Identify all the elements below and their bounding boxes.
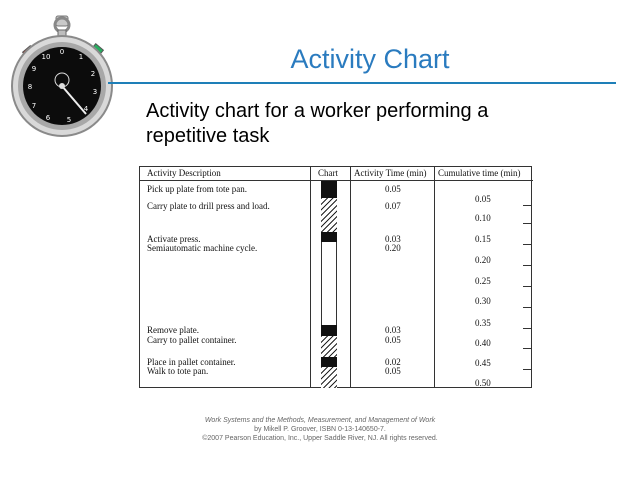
header-chart: Chart bbox=[318, 168, 338, 178]
cumulative-value: 0.50 bbox=[475, 378, 491, 388]
cumulative-tick bbox=[523, 244, 531, 245]
svg-text:6: 6 bbox=[45, 114, 51, 122]
svg-text:2: 2 bbox=[90, 70, 96, 78]
activity-time: 0.05 bbox=[385, 335, 401, 345]
cumulative-value: 0.25 bbox=[475, 276, 491, 286]
chart-segment-manual bbox=[321, 181, 337, 198]
svg-text:10: 10 bbox=[41, 53, 51, 61]
svg-text:4: 4 bbox=[83, 105, 89, 113]
cumulative-value: 0.45 bbox=[475, 358, 491, 368]
activity-description: Carry to pallet container. bbox=[147, 335, 237, 345]
activity-description: Semiautomatic machine cycle. bbox=[147, 243, 258, 253]
title-rule bbox=[108, 82, 616, 84]
slide-subtitle: Activity chart for a worker performing a repetitive task bbox=[146, 100, 489, 147]
svg-text:7: 7 bbox=[31, 102, 37, 110]
activity-description: Activate press. bbox=[147, 234, 201, 244]
activity-time: 0.07 bbox=[385, 201, 401, 211]
divider bbox=[434, 167, 435, 387]
activity-time: 0.03 bbox=[385, 234, 401, 244]
activity-description: Carry plate to drill press and load. bbox=[147, 201, 270, 211]
activity-time: 0.05 bbox=[385, 184, 401, 194]
chart-segment-manual bbox=[321, 232, 337, 242]
cumulative-value: 0.15 bbox=[475, 234, 491, 244]
header-time: Activity Time (min) bbox=[354, 168, 427, 178]
cumulative-tick bbox=[523, 369, 531, 370]
svg-text:5: 5 bbox=[66, 116, 72, 124]
chart-column bbox=[321, 181, 337, 388]
chart-segment-idle bbox=[321, 242, 337, 325]
svg-text:0: 0 bbox=[59, 48, 65, 56]
chart-segment-hatched bbox=[321, 367, 337, 388]
cumulative-value: 0.40 bbox=[475, 338, 491, 348]
cumulative-value: 0.20 bbox=[475, 255, 491, 265]
activity-time: 0.03 bbox=[385, 325, 401, 335]
activity-description: Pick up plate from tote pan. bbox=[147, 184, 247, 194]
cumulative-value: 0.05 bbox=[475, 194, 491, 204]
footer-author: by Mikell P. Groover, ISBN 0-13-140650-7. bbox=[254, 426, 386, 433]
chart-segment-manual bbox=[321, 325, 337, 336]
chart-segment-hatched bbox=[321, 198, 337, 232]
stopwatch-icon bbox=[6, 14, 116, 140]
divider bbox=[350, 167, 351, 387]
chart-segment-hatched bbox=[321, 336, 337, 357]
cumulative-tick bbox=[523, 286, 531, 287]
divider bbox=[310, 167, 311, 387]
activity-description: Walk to tote pan. bbox=[147, 366, 209, 376]
header-cumulative: Cumulative time (min) bbox=[438, 168, 521, 178]
cumulative-tick bbox=[523, 348, 531, 349]
cumulative-tick bbox=[523, 223, 531, 224]
svg-text:8: 8 bbox=[27, 83, 33, 91]
cumulative-tick bbox=[523, 205, 531, 206]
footer-copyright: ©2007 Pearson Education, Inc., Upper Saddle River, NJ. All rights reserved. bbox=[202, 435, 438, 442]
activity-description: Place in pallet container. bbox=[147, 357, 236, 367]
activity-chart-table bbox=[139, 166, 532, 388]
activity-time: 0.05 bbox=[385, 366, 401, 376]
activity-time: 0.20 bbox=[385, 243, 401, 253]
svg-text:1: 1 bbox=[78, 53, 84, 61]
activity-description: Remove plate. bbox=[147, 325, 199, 335]
citation-footer bbox=[170, 416, 470, 443]
slide-title: Activity Chart bbox=[290, 44, 450, 74]
activity-time: 0.02 bbox=[385, 357, 401, 367]
cumulative-value: 0.35 bbox=[475, 318, 491, 328]
cumulative-value: 0.10 bbox=[475, 213, 491, 223]
cumulative-tick bbox=[523, 328, 531, 329]
svg-text:3: 3 bbox=[92, 88, 98, 96]
cumulative-value: 0.30 bbox=[475, 296, 491, 306]
chart-segment-manual bbox=[321, 357, 337, 367]
svg-text:9: 9 bbox=[31, 65, 37, 73]
footer-book-title: Work Systems and the Methods, Measurement, and Management of Work bbox=[204, 417, 436, 424]
cumulative-tick bbox=[523, 265, 531, 266]
header-activity: Activity Description bbox=[147, 168, 221, 178]
cumulative-tick bbox=[523, 307, 531, 308]
